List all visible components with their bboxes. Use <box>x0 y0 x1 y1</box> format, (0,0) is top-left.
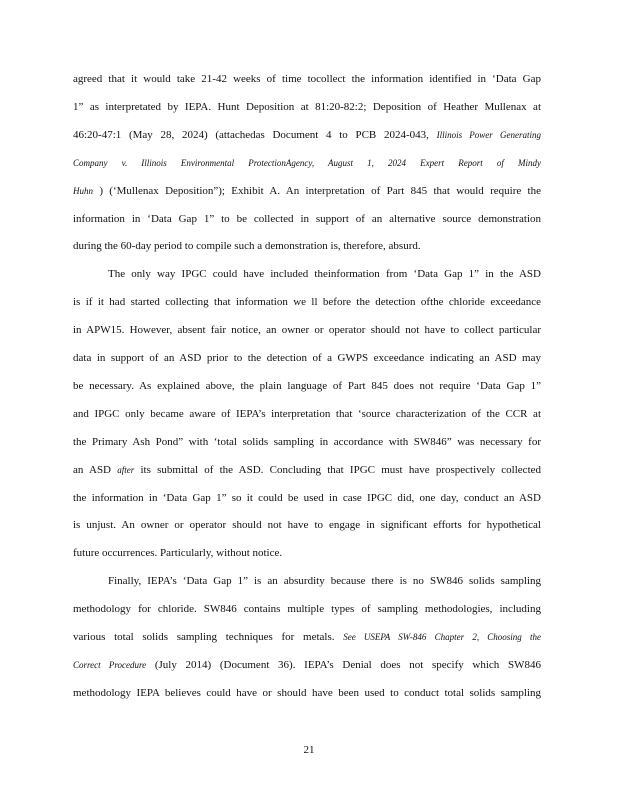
text-line <box>73 184 541 198</box>
text-run: methodology IEPA believes could have or should have been used to conduct total solids sampling <box>73 687 541 699</box>
text-line <box>73 128 541 142</box>
text-run: (July 2014) (Document 36). IEPA’s Denial does not specify which SW846 <box>146 659 541 671</box>
text-line <box>73 156 541 170</box>
text-run: is unjust. An owner or operator should not have to engage in significant efforts for hypothetical <box>73 519 541 531</box>
text-run: ) (‘Mullenax Deposition”); Exhibit A. An interpretation of Part 845 that would require the <box>93 185 541 197</box>
text-line <box>73 686 541 700</box>
text-run: the Primary Ash Pond” with ‘total solids sampling in accordance with SW846” was necessary for <box>73 436 541 448</box>
text-line <box>73 463 541 477</box>
text-run: The only way IPGC could have included theinformation from ‘Data Gap 1” in the ASD <box>108 268 541 280</box>
text-run: information in ‘Data Gap 1” to be collected in support of an alternative source demonstration <box>73 213 541 225</box>
text-line <box>73 435 541 449</box>
text-run: during the 60-day period to compile such a demonstration is, therefore, absurd. <box>73 240 421 252</box>
text-run: an ASD <box>73 464 118 476</box>
text-run: and IPGC only became aware of IEPA’s interpretation that ‘source characterization of the CCR at <box>73 408 541 420</box>
text-run: Finally, IEPA’s ‘Data Gap 1” is an absurdity because there is no SW846 solids sampling <box>108 575 541 587</box>
italic-citation: Huhn <box>73 186 93 196</box>
text-line <box>108 267 541 281</box>
text-run: is if it had started collecting that information we ll before the detection ofthe chloride exceedance <box>73 296 541 308</box>
italic-citation: Correct Procedure <box>73 660 147 670</box>
text-line <box>73 491 541 505</box>
text-line <box>73 407 541 421</box>
text-line <box>73 323 541 337</box>
text-run: the information in ‘Data Gap 1” so it could be used in case IPGC did, one day, conduct an ASD <box>73 492 541 504</box>
text-line <box>73 518 541 532</box>
italic-citation: Company v. Illinois Environmental ProtectionAgency, August 1, 2024 Expert Report of Mindy <box>73 158 541 168</box>
text-line <box>73 239 541 253</box>
text-run: methodology for chloride. SW846 contains multiple types of sampling methodologies, including <box>73 603 541 615</box>
page-number: 21 <box>303 744 315 756</box>
text-line <box>73 100 541 114</box>
text-run: 46:20-47:1 (May 28, 2024) (attachedas Document 4 to PCB 2024-043, <box>73 129 437 141</box>
text-line <box>73 351 541 365</box>
text-run: its submittal of the ASD. Concluding that IPGC must have prospectively collected <box>134 464 541 476</box>
text-run: data in support of an ASD prior to the detection of a GWPS exceedance indicating an ASD may <box>73 352 541 364</box>
italic-citation: after <box>117 465 135 475</box>
text-run: future occurrences. Particularly, without notice. <box>73 547 283 559</box>
text-line <box>73 212 541 226</box>
text-line <box>73 602 541 616</box>
text-line <box>73 658 541 672</box>
text-run: in APW15. However, absent fair notice, an owner or operator should not have to collect particular <box>73 324 541 336</box>
text-run: various total solids sampling techniques for metals. <box>73 631 344 643</box>
text-line <box>73 379 541 393</box>
text-run: agreed that it would take 21-42 weeks of time tocollect the information identified in ‘Data Gap <box>73 73 541 85</box>
text-run: 1” as interpretated by IEPA. Hunt Deposition at 81:20-82:2; Deposition of Heather Mullenax at <box>73 101 541 113</box>
text-run: be necessary. As explained above, the plain language of Part 845 does not require ‘Data Gap 1” <box>73 380 541 392</box>
italic-citation: See USEPA SW-846 Chapter 2, Choosing the <box>343 632 541 642</box>
text-line <box>73 72 541 86</box>
text-line <box>73 546 541 560</box>
text-line <box>73 630 541 644</box>
text-line <box>73 295 541 309</box>
text-line <box>108 574 541 588</box>
italic-citation: Illinois Power Generating <box>436 130 541 140</box>
